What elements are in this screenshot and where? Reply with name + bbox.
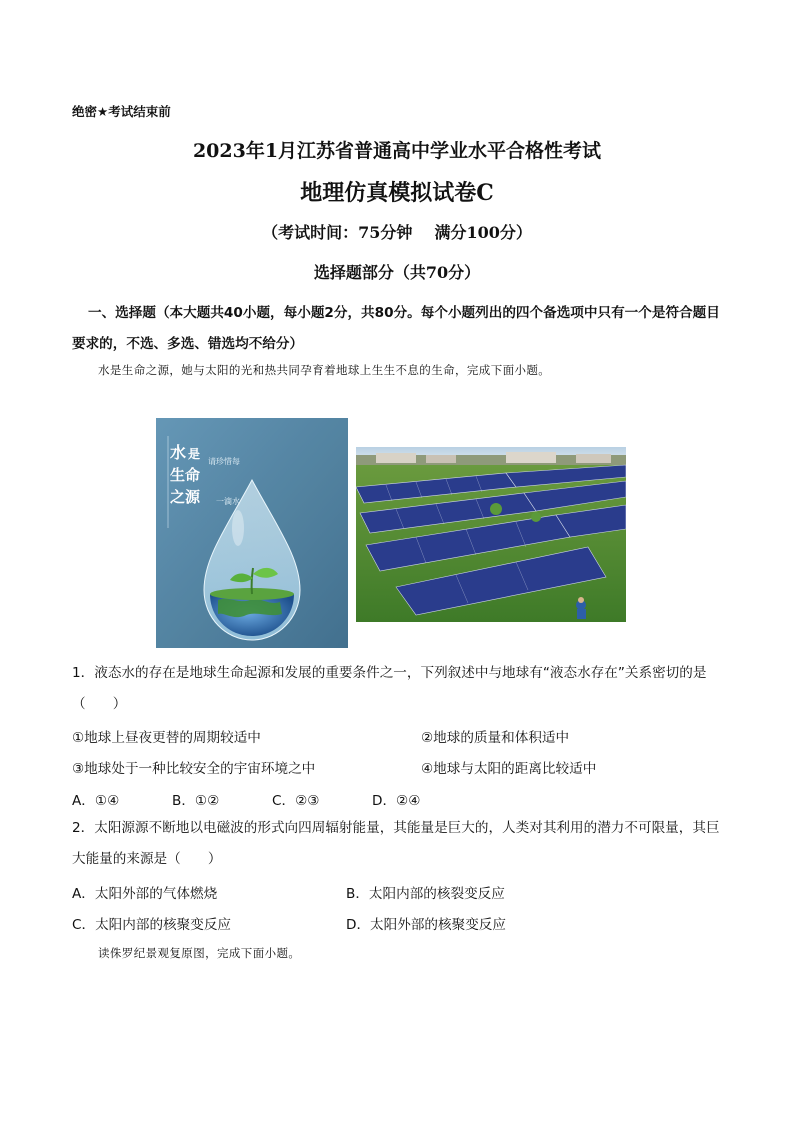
instructions: 一、选择题（本大题共40小题，每小题2分，共80分。每个小题列出的四个备选项中只有一个是符合题目要求的，不选、多选、错选均不给分）: [72, 305, 720, 352]
section-title: 选择题部分（共70分）: [313, 263, 481, 282]
q1-option-a[interactable]: A．①④: [72, 793, 120, 809]
poster-headline-1: 水: [170, 443, 187, 462]
water-poster-image: [156, 418, 348, 648]
exam-title: 2023年1月江苏省普通高中学业水平合格性考试: [192, 140, 602, 162]
solar-panel-image: [356, 447, 626, 622]
confidential-mark: 绝密★考试结束前: [72, 104, 171, 119]
poster-sub-1: 请珍惜每: [208, 457, 240, 466]
poster-headline-3: 生命: [170, 466, 201, 484]
poster-headline-4: 之源: [170, 488, 201, 506]
poster-sub-2: 一滴水: [216, 497, 240, 506]
q2-option-d[interactable]: D．太阳外部的核聚变反应: [346, 917, 506, 933]
full-score: 满分100分）: [434, 223, 532, 242]
question-intro-2: 读侏罗纪景观复原图，完成下面小题。: [98, 946, 301, 960]
q1-option-d[interactable]: D．②④: [372, 793, 421, 809]
q1-option-b[interactable]: B．①②: [172, 793, 220, 809]
solar-farm-illustration: [356, 447, 626, 622]
question-2-stem: 2．太阳源源不断地以电磁波的形式向四周辐射能量，其能量是巨大的，人类对其利用的潜力不可限量，其巨大能量的来源是（ ）: [72, 820, 720, 867]
q2-option-a[interactable]: A．太阳外部的气体燃烧: [72, 886, 218, 902]
q2-option-b[interactable]: B．太阳内部的核裂变反应: [346, 886, 505, 902]
q1-option-c[interactable]: C．②③: [272, 793, 320, 809]
water-drop-illustration: [156, 418, 348, 648]
q1-statement-3: ③地球处于一种比较安全的宇宙环境之中: [72, 761, 316, 777]
q1-statement-2: ②地球的质量和体积适中: [421, 730, 570, 746]
q2-option-c[interactable]: C．太阳内部的核聚变反应: [72, 917, 232, 933]
question-intro: 水是生命之源，她与太阳的光和热共同孕育着地球上生生不息的生命，完成下面小题。: [98, 363, 551, 377]
q1-statement-1: ①地球上昼夜更替的周期较适中: [72, 730, 261, 746]
poster-headline-2: 是: [188, 447, 201, 461]
paper-title: 地理仿真模拟试卷C: [300, 180, 494, 206]
q1-statement-4: ④地球与太阳的距离比较适中: [421, 761, 597, 777]
exam-time: （考试时间：75分钟: [262, 223, 413, 242]
question-1-stem: 1．液态水的存在是地球生命起源和发展的重要条件之一，下列叙述中与地球有“液态水存在”关系密切的是（ ）: [72, 665, 707, 712]
exam-meta: [0, 220, 794, 243]
